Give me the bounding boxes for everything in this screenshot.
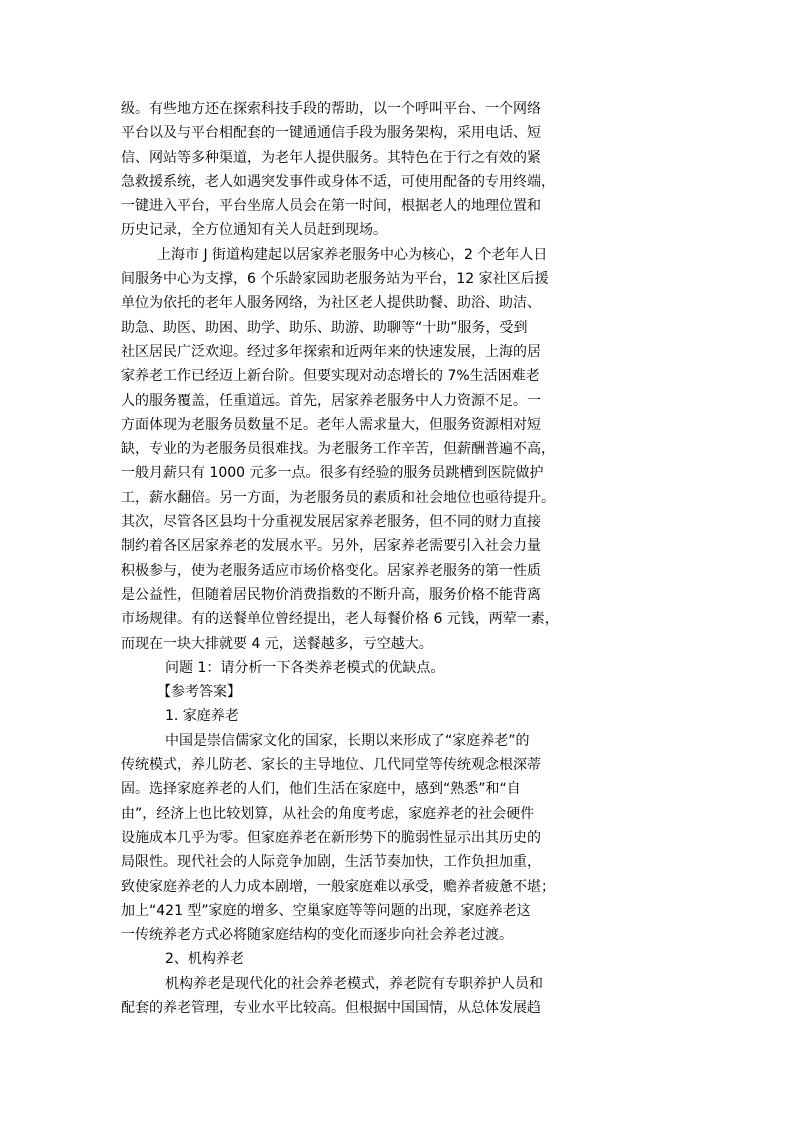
paragraph-line: 平台以及与平台相配套的一键通通信手段为服务架构，采用电话、短: [121, 125, 541, 142]
paragraph-line: 一键进入平台，平台坐席人员会在第一时间，根据老人的地理位置和: [121, 198, 541, 215]
paragraph-line: 急救援系统，老人如遇突发事件或身体不适，可使用配备的专用终端，: [121, 173, 555, 190]
paragraph-line: 积极参与，使为老服务适应市场价格变化。居家养老服务的第一性质: [121, 562, 541, 579]
paragraph-line: 人的服务覆盖，任重道远。首先，居家养老服务中人力资源不足。一: [121, 392, 541, 409]
section-heading: 1. 家庭养老: [165, 708, 239, 725]
paragraph-line: 间服务中心为支撑，6 个乐龄家园助老服务站为平台，12 家社区后援: [121, 271, 549, 288]
paragraph-line: 配套的养老管理，专业水平比较高。但根据中国国情，从总体发展趋: [121, 999, 541, 1016]
paragraph-line: 历史记录，全方位通知有关人员赶到现场。: [121, 222, 387, 239]
paragraph-line: 社区居民广泛欢迎。经过多年探索和近两年来的快速发展，上海的居: [121, 343, 541, 360]
paragraph-line: 缺，专业的为老服务员很难找。为老服务工作辛苦，但薪酬普遍不高，: [121, 441, 555, 458]
paragraph-line: 家养老工作已经迈上新台阶。但要实现对动态增长的 7%生活困难老: [121, 368, 540, 385]
paragraph-line: 信、网站等多种渠道，为老年人提供服务。其特色在于行之有效的紧: [121, 149, 541, 166]
paragraph-line: 一传统养老方式必将随家庭结构的变化而逐步向社会养老过渡。: [121, 927, 513, 944]
paragraph-line: 工，薪水翻倍。另一方面，为老服务员的素质和社会地位也亟待提升。: [121, 489, 555, 506]
paragraph-line: 单位为依托的老年人服务网络，为社区老人提供助餐、助浴、助洁、: [121, 295, 541, 312]
paragraph-line: 市场规律。有的送餐单位曾经提出，老人每餐价格 6 元钱，两荤一素，: [121, 611, 559, 628]
paragraph-line: 加上“421 型”家庭的增多、空巢家庭等等问题的出现，家庭养老这: [121, 902, 531, 919]
paragraph-line: 由”，经济上也比较划算，从社会的角度考虑，家庭养老的社会硬件: [121, 805, 535, 822]
paragraph-line: 上海市 J 街道构建起以居家养老服务中心为核心，2 个老年人日: [157, 246, 548, 263]
paragraph-line: 方面体现为老服务员数量不足。老年人需求量大，但服务资源相对短: [121, 416, 541, 433]
paragraph-line: 传统模式，养儿防老、家长的主导地位、几代同堂等传统观念根深蒂: [121, 757, 541, 774]
paragraph-line: 其次，尽管各区县均十分重视发展居家养老服务，但不同的财力直接: [121, 514, 541, 531]
paragraph-line: 致使家庭养老的人力成本剧增，一般家庭难以承受，赡养者疲惫不堪；: [121, 878, 555, 895]
paragraph-line: 制约着各区居家养老的发展水平。另外，居家养老需要引入社会力量: [121, 538, 541, 555]
document-body: [121, 97, 561, 1020]
paragraph-line: 局限性。现代社会的人际竞争加剧，生活节奏加快，工作负担加重，: [121, 854, 541, 871]
paragraph-line: 级。有些地方还在探索科技手段的帮助，以一个呼叫平台、一个网络: [121, 101, 541, 117]
paragraph-line: 而现在一块大排就要 4 元，送餐越多，亏空越大。: [121, 635, 433, 652]
paragraph-line: 设施成本几乎为零。但家庭养老在新形势下的脆弱性显示出其历史的: [121, 829, 541, 846]
section-heading: 2、机构养老: [165, 951, 244, 968]
paragraph-line: 固。选择家庭养老的人们，他们生活在家庭中，感到“熟悉”和“自: [121, 781, 521, 798]
paragraph-line: 助急、助医、助困、助学、助乐、助游、助聊等“十助”服务，受到: [121, 319, 528, 336]
paragraph-line: 是公益性，但随着居民物价消费指数的不断升高，服务价格不能背离: [121, 586, 541, 603]
paragraph-line: 中国是崇信儒家文化的国家，长期以来形成了“家庭养老”的: [165, 732, 530, 749]
paragraph-line: 机构养老是现代化的社会养老模式，养老院有专职养护人员和: [165, 975, 543, 992]
answer-heading: 【参考答案】: [157, 684, 241, 701]
paragraph-line: 一般月薪只有 1000 元多一点。很多有经验的服务员跳槽到医院做护: [121, 465, 544, 482]
question-line: 问题 1：请分析一下各类养老模式的优缺点。: [165, 659, 445, 676]
